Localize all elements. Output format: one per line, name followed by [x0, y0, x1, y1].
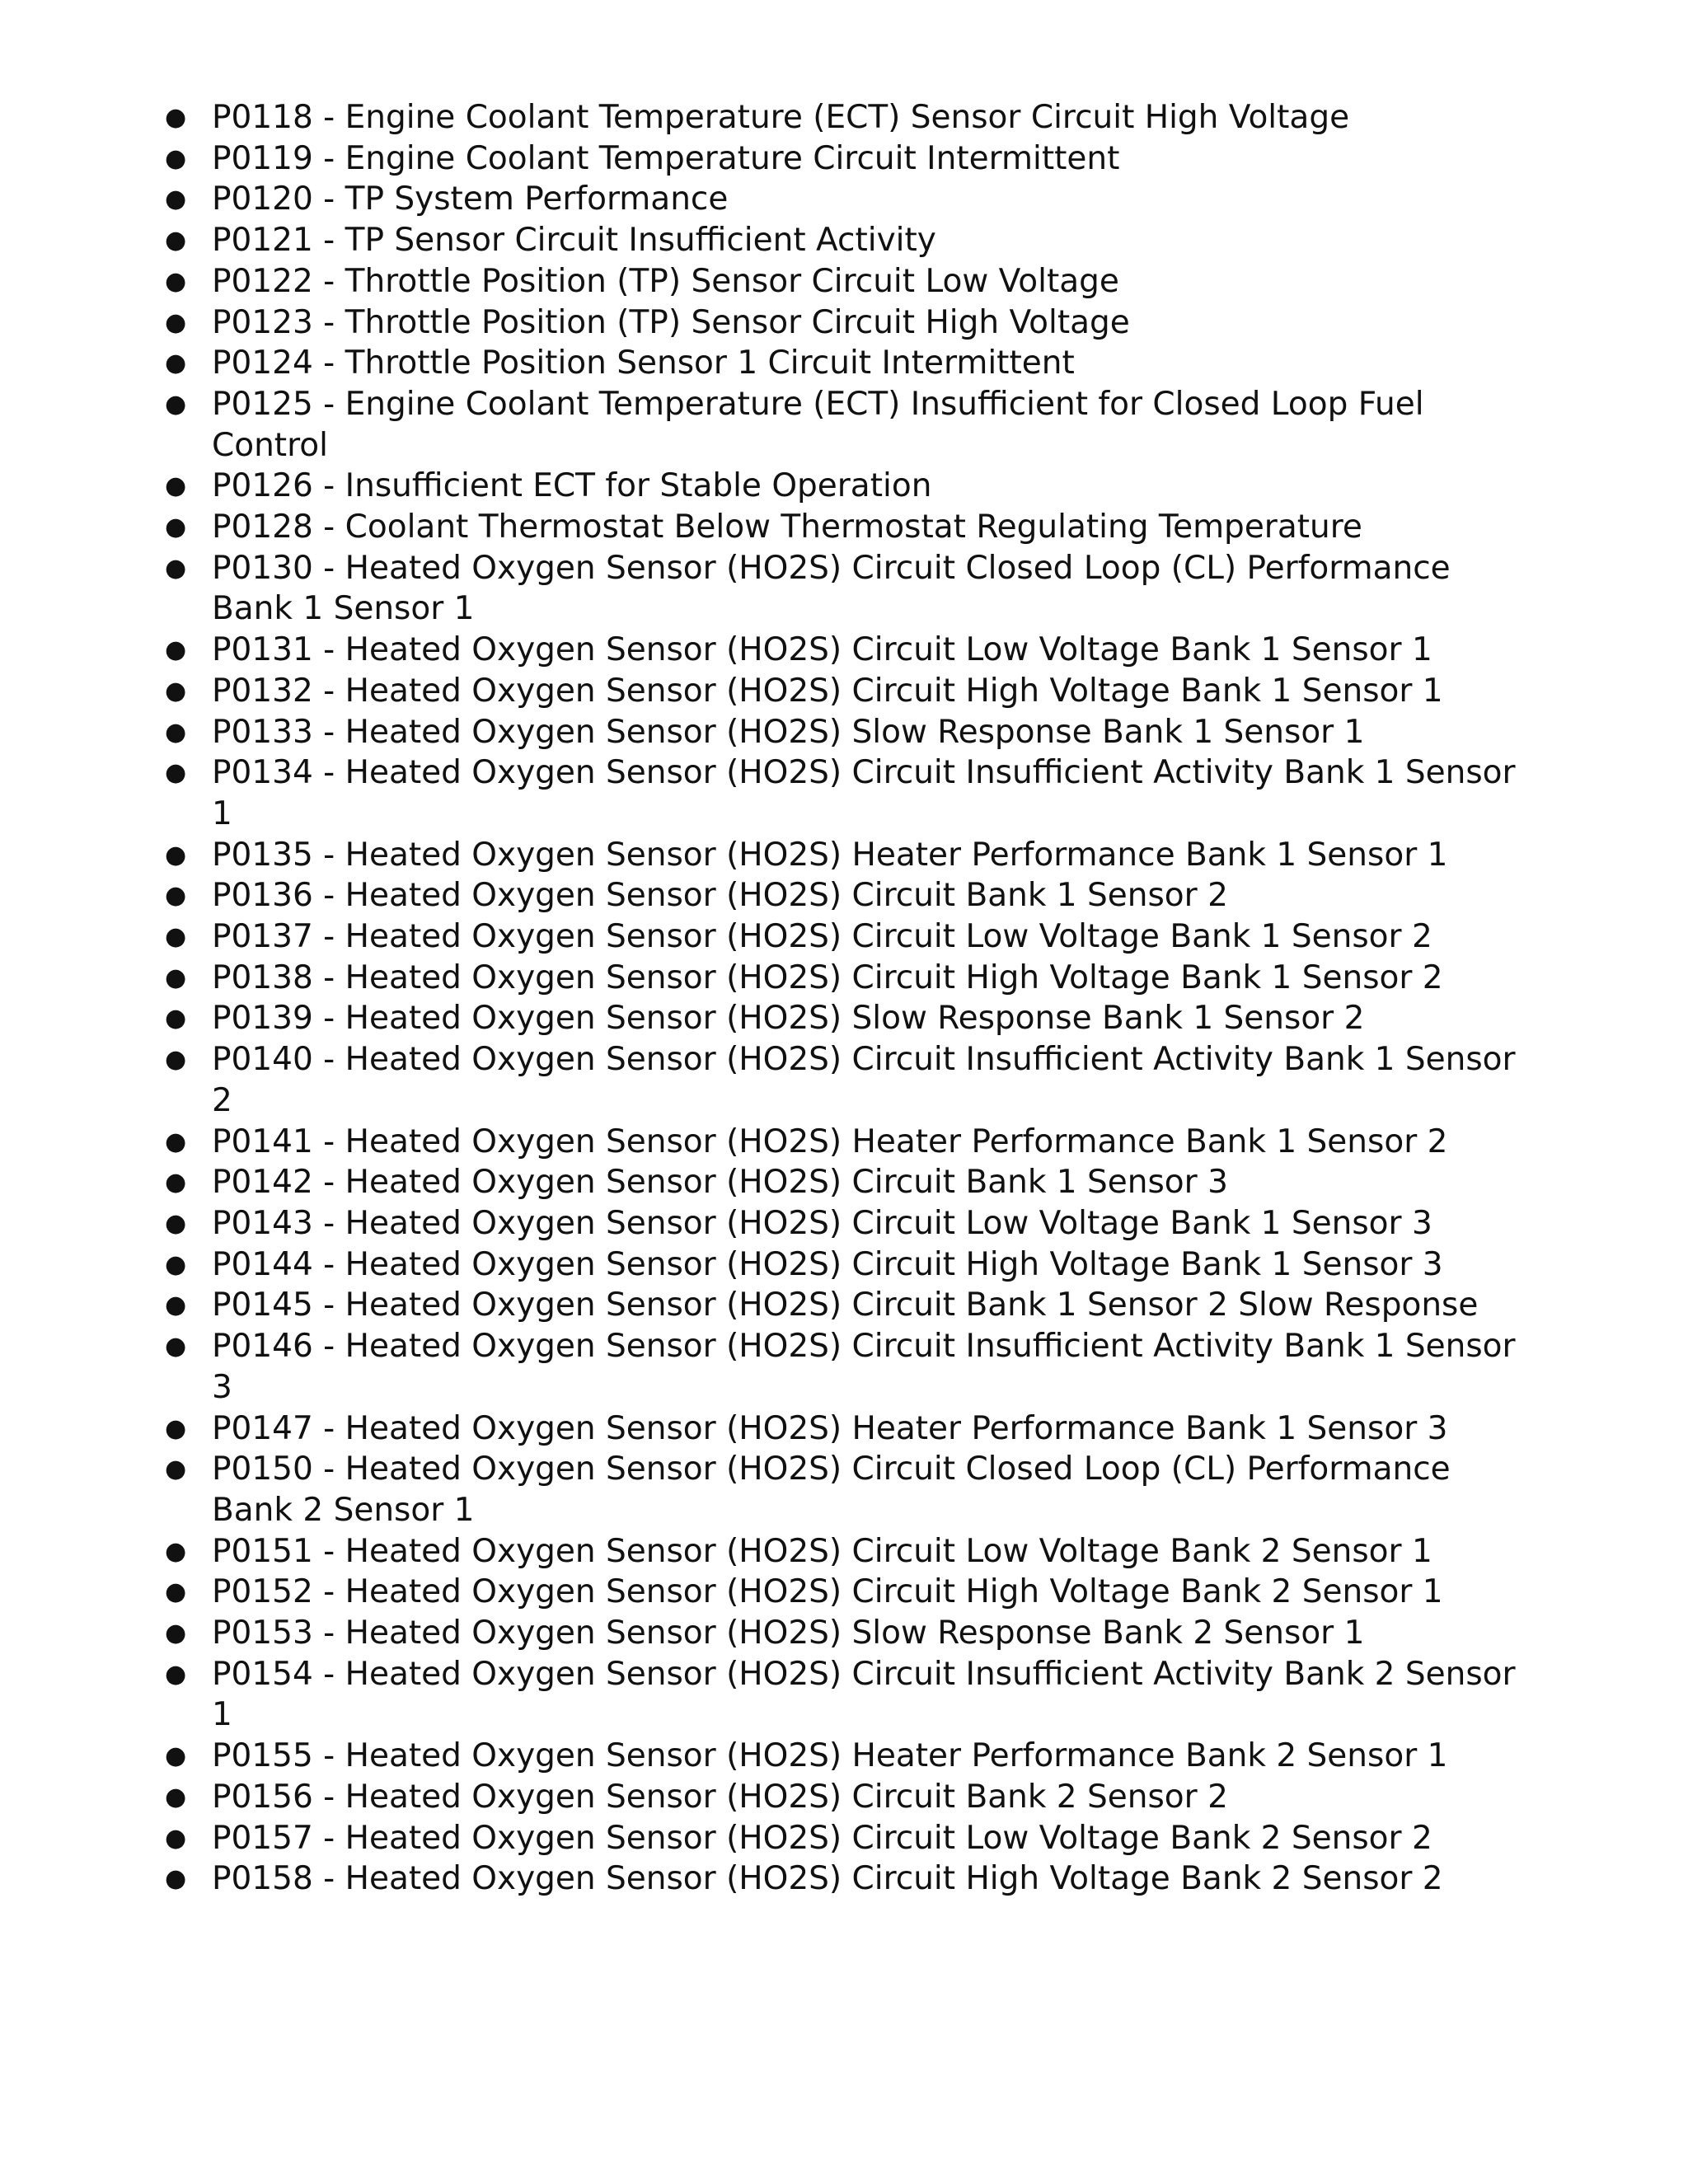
list-item-text: P0136 - Heated Oxygen Sensor (HO2S) Circuit Bank 1 Sensor 2 — [212, 877, 1228, 915]
list-item-text: P0144 - Heated Oxygen Sensor (HO2S) Circuit High Voltage Bank 1 Sensor 3 — [212, 1245, 1443, 1283]
list-item — [165, 384, 1517, 466]
list-item-text: P0158 - Heated Oxygen Sensor (HO2S) Circuit High Voltage Bank 2 Sensor 2 — [212, 1860, 1443, 1898]
list-item-text: P0138 - Heated Oxygen Sensor (HO2S) Circuit High Voltage Bank 1 Sensor 2 — [212, 958, 1443, 996]
bullet-icon: ● — [165, 1659, 187, 1689]
list-item-text: P0147 - Heated Oxygen Sensor (HO2S) Heater Performance Bank 1 Sensor 3 — [212, 1409, 1448, 1447]
list-item — [165, 138, 1517, 180]
list-item — [165, 1613, 1517, 1654]
list-item-text: P0140 - Heated Oxygen Sensor (HO2S) Circuit Insufficient Activity Bank 1 Sensor 2 — [212, 1041, 1516, 1119]
list-item-text: P0139 - Heated Oxygen Sensor (HO2S) Slow Response Bank 1 Sensor 2 — [212, 1000, 1365, 1038]
list-item-text: P0157 - Heated Oxygen Sensor (HO2S) Circuit Low Voltage Bank 2 Sensor 2 — [212, 1819, 1432, 1857]
list-item — [165, 548, 1517, 630]
list-item-text: P0155 - Heated Oxygen Sensor (HO2S) Heater Performance Bank 2 Sensor 1 — [212, 1737, 1448, 1775]
bullet-icon: ● — [165, 266, 187, 296]
bullet-icon: ● — [165, 1577, 187, 1607]
list-item — [165, 1285, 1517, 1326]
list-item-text: P0125 - Engine Coolant Temperature (ECT) Insufficient for Closed Loop Fuel Control — [212, 385, 1424, 464]
list-item-text: P0141 - Heated Oxygen Sensor (HO2S) Heater Performance Bank 1 Sensor 2 — [212, 1122, 1448, 1160]
list-item-text: P0145 - Heated Oxygen Sensor (HO2S) Circuit Bank 1 Sensor 2 Slow Response — [212, 1286, 1479, 1324]
list-item — [165, 671, 1517, 712]
list-item — [165, 343, 1517, 384]
list-item — [165, 630, 1517, 671]
list-item — [165, 507, 1517, 548]
bullet-icon: ● — [165, 1536, 187, 1566]
bullet-icon: ● — [165, 1455, 187, 1484]
list-item — [165, 1777, 1517, 1818]
list-item-text: P0133 - Heated Oxygen Sensor (HO2S) Slow Response Bank 1 Sensor 1 — [212, 713, 1365, 751]
list-item — [165, 1203, 1517, 1244]
list-item-text: P0118 - Engine Coolant Temperature (ECT) Sensor Circuit High Voltage — [212, 99, 1350, 136]
list-item — [165, 261, 1517, 302]
bullet-icon: ● — [165, 226, 187, 255]
bullet-icon: ● — [165, 758, 187, 788]
bullet-icon: ● — [165, 513, 187, 542]
bullet-icon: ● — [165, 1045, 187, 1075]
list-item-text: P0126 - Insufficient ECT for Stable Operation — [212, 467, 932, 505]
trouble-code-list — [165, 97, 1517, 1900]
list-item — [165, 220, 1517, 261]
list-item-text: P0156 - Heated Oxygen Sensor (HO2S) Circuit Bank 2 Sensor 2 — [212, 1778, 1228, 1816]
list-item — [165, 1572, 1517, 1613]
list-item-text: P0153 - Heated Oxygen Sensor (HO2S) Slow Response Bank 2 Sensor 1 — [212, 1615, 1365, 1652]
list-item — [165, 1654, 1517, 1736]
list-item-text: P0146 - Heated Oxygen Sensor (HO2S) Circuit Insufficient Activity Bank 1 Sensor 3 — [212, 1328, 1516, 1406]
list-item-text: P0137 - Heated Oxygen Sensor (HO2S) Circuit Low Voltage Bank 1 Sensor 2 — [212, 918, 1432, 956]
bullet-icon: ● — [165, 1864, 187, 1894]
bullet-icon: ● — [165, 1127, 187, 1156]
bullet-icon: ● — [165, 1168, 187, 1197]
list-item — [165, 466, 1517, 507]
list-item-text: P0152 - Heated Oxygen Sensor (HO2S) Circuit High Voltage Bank 2 Sensor 1 — [212, 1573, 1443, 1611]
bullet-icon: ● — [165, 1823, 187, 1853]
list-item — [165, 1858, 1517, 1900]
list-item-text: P0151 - Heated Oxygen Sensor (HO2S) Circuit Low Voltage Bank 2 Sensor 1 — [212, 1532, 1432, 1570]
bullet-icon: ● — [165, 1332, 187, 1361]
list-item — [165, 1244, 1517, 1286]
bullet-icon: ● — [165, 1208, 187, 1238]
bullet-icon: ● — [165, 389, 187, 419]
bullet-icon: ● — [165, 676, 187, 705]
list-item-text: P0128 - Coolant Thermostat Below Thermostat Regulating Temperature — [212, 509, 1362, 546]
list-item — [165, 712, 1517, 753]
list-item — [165, 1326, 1517, 1408]
bullet-icon: ● — [165, 1004, 187, 1033]
list-item-text: P0122 - Throttle Position (TP) Sensor Circuit Low Voltage — [212, 262, 1119, 300]
list-item-text: P0134 - Heated Oxygen Sensor (HO2S) Circuit Insufficient Activity Bank 1 Sensor 1 — [212, 754, 1516, 832]
bullet-icon: ● — [165, 881, 187, 911]
list-item — [165, 835, 1517, 876]
list-item-text: P0119 - Engine Coolant Temperature Circuit Intermittent — [212, 139, 1120, 177]
list-item — [165, 1122, 1517, 1163]
bullet-icon: ● — [165, 349, 187, 378]
list-item — [165, 916, 1517, 958]
bullet-icon: ● — [165, 963, 187, 992]
list-item — [165, 998, 1517, 1039]
list-item — [165, 1531, 1517, 1572]
list-item — [165, 302, 1517, 344]
list-item-text: P0124 - Throttle Position Sensor 1 Circuit Intermittent — [212, 344, 1075, 382]
list-item-text: P0121 - TP Sensor Circuit Insufficient Activity — [212, 222, 936, 260]
list-item-text: P0131 - Heated Oxygen Sensor (HO2S) Circuit Low Voltage Bank 1 Sensor 1 — [212, 631, 1432, 669]
bullet-icon: ● — [165, 1291, 187, 1320]
list-item — [165, 1736, 1517, 1777]
bullet-icon: ● — [165, 471, 187, 501]
list-item-text: P0130 - Heated Oxygen Sensor (HO2S) Circuit Closed Loop (CL) Performance Bank 1 Sensor 1 — [212, 549, 1451, 628]
bullet-icon: ● — [165, 1619, 187, 1648]
bullet-icon: ● — [165, 143, 187, 173]
list-item-text: P0142 - Heated Oxygen Sensor (HO2S) Circuit Bank 1 Sensor 3 — [212, 1164, 1228, 1202]
list-item — [165, 179, 1517, 220]
bullet-icon: ● — [165, 1413, 187, 1443]
list-item — [165, 752, 1517, 834]
bullet-icon: ● — [165, 185, 187, 214]
list-item-text: P0150 - Heated Oxygen Sensor (HO2S) Circuit Closed Loop (CL) Performance Bank 2 Sensor 1 — [212, 1451, 1451, 1529]
list-item — [165, 97, 1517, 138]
bullet-icon: ● — [165, 1249, 187, 1279]
bullet-icon: ● — [165, 103, 187, 132]
list-item — [165, 1039, 1517, 1121]
bullet-icon: ● — [165, 840, 187, 869]
bullet-icon: ● — [165, 635, 187, 665]
list-item-text: P0132 - Heated Oxygen Sensor (HO2S) Circuit High Voltage Bank 1 Sensor 1 — [212, 672, 1443, 710]
bullet-icon: ● — [165, 553, 187, 583]
list-item — [165, 1408, 1517, 1450]
list-item — [165, 958, 1517, 999]
bullet-icon: ● — [165, 717, 187, 747]
list-item — [165, 875, 1517, 916]
list-item-text: P0135 - Heated Oxygen Sensor (HO2S) Heater Performance Bank 1 Sensor 1 — [212, 836, 1448, 874]
list-item — [165, 1818, 1517, 1859]
list-item — [165, 1162, 1517, 1203]
bullet-icon: ● — [165, 307, 187, 337]
list-item-text: P0120 - TP System Performance — [212, 180, 729, 218]
list-item-text: P0123 - Throttle Position (TP) Sensor Circuit High Voltage — [212, 303, 1130, 341]
bullet-icon: ● — [165, 1741, 187, 1771]
list-item-text: P0143 - Heated Oxygen Sensor (HO2S) Circuit Low Voltage Bank 1 Sensor 3 — [212, 1204, 1432, 1242]
bullet-icon: ● — [165, 922, 187, 952]
list-item — [165, 1449, 1517, 1530]
list-item-text: P0154 - Heated Oxygen Sensor (HO2S) Circuit Insufficient Activity Bank 2 Sensor 1 — [212, 1655, 1516, 1734]
bullet-icon: ● — [165, 1782, 187, 1811]
